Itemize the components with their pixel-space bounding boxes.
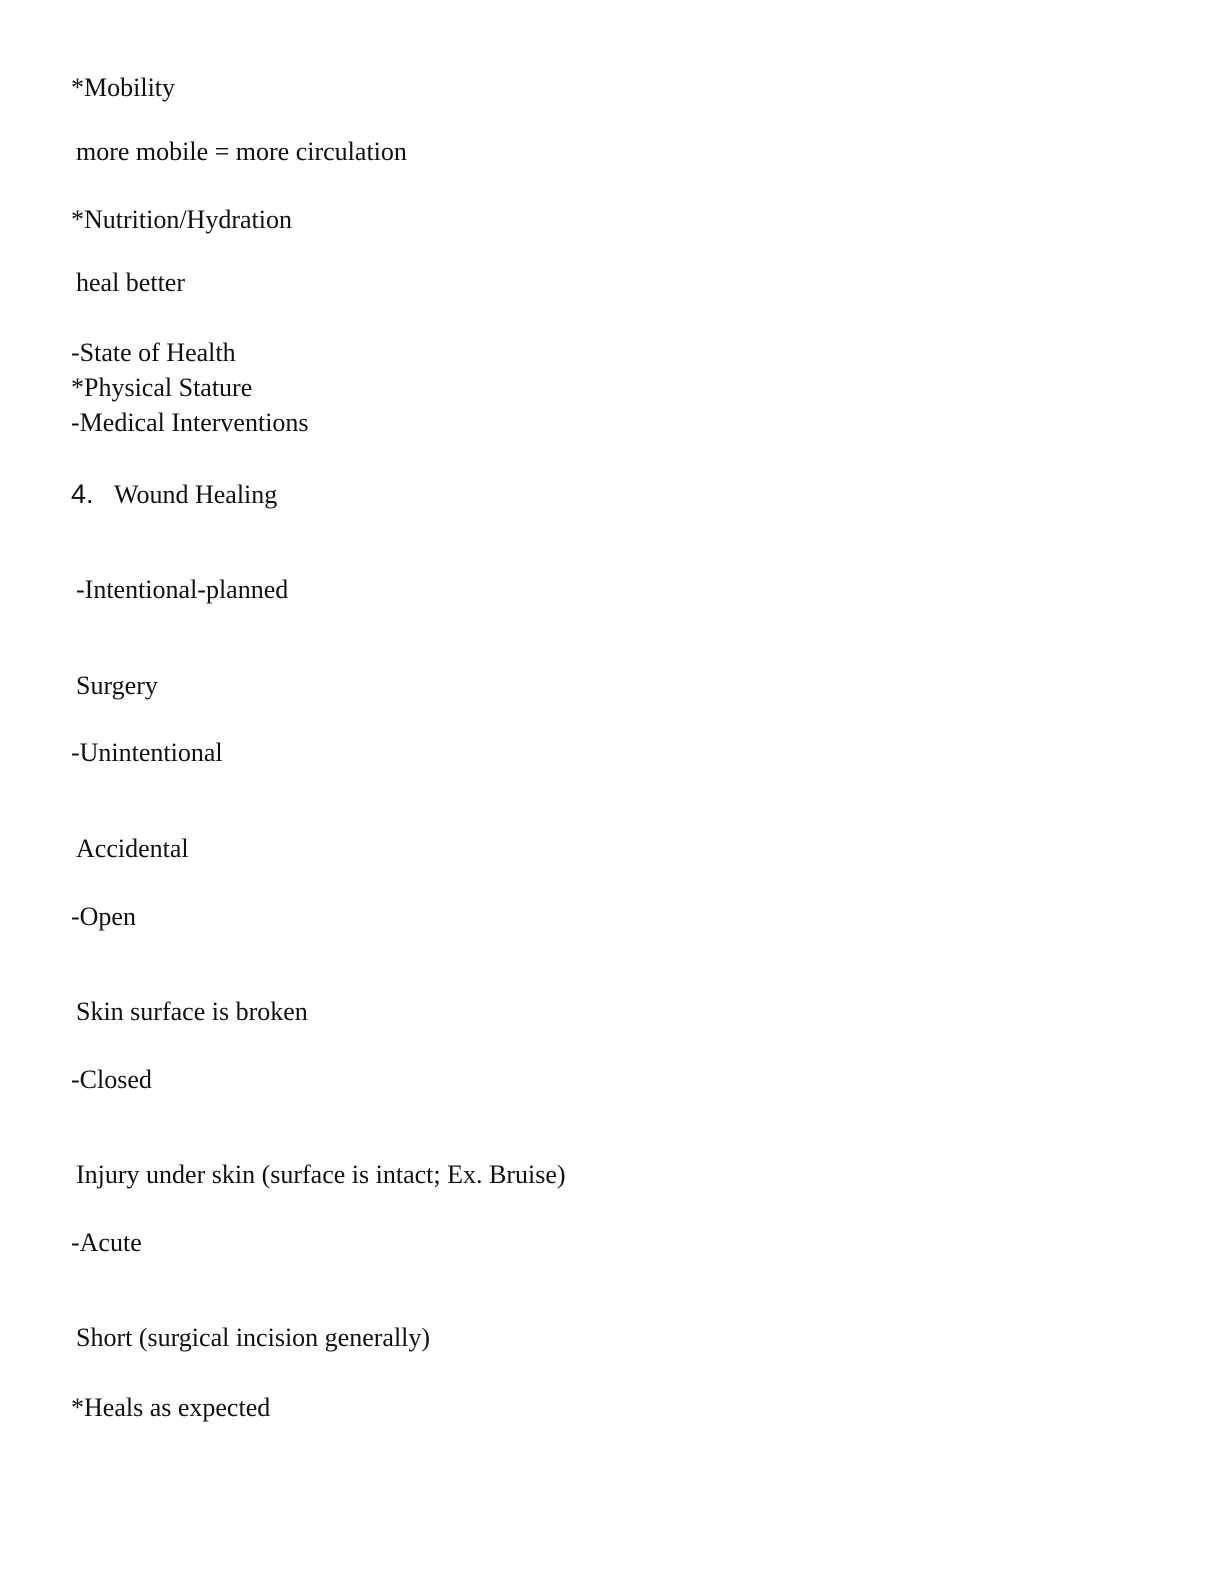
text-line: *Physical Stature <box>71 373 253 402</box>
text-line: more mobile = more circulation <box>76 137 407 166</box>
text-line: heal better <box>76 268 185 297</box>
text-line: *Mobility <box>71 73 176 102</box>
text-line: Accidental <box>76 834 189 863</box>
text-line: -Intentional-planned <box>76 575 289 604</box>
text-line: -Medical Interventions <box>71 408 309 437</box>
text-line: -Unintentional <box>71 738 223 767</box>
text-line: -Closed <box>71 1065 152 1094</box>
text-line: Injury under skin (surface is intact; Ex. Bruise) <box>76 1160 566 1189</box>
text-line: -Open <box>71 902 136 931</box>
text-line: Short (surgical incision generally) <box>76 1323 431 1352</box>
text-line: Skin surface is broken <box>76 997 308 1026</box>
text-line: -Acute <box>71 1228 142 1257</box>
text-line: *Nutrition/Hydration <box>71 205 292 234</box>
text-line: *Heals as expected <box>71 1393 271 1422</box>
section-number: 4. <box>71 479 94 509</box>
text-line: Surgery <box>76 671 158 700</box>
section-heading: Wound Healing <box>114 480 278 509</box>
text-line: -State of Health <box>71 338 236 367</box>
